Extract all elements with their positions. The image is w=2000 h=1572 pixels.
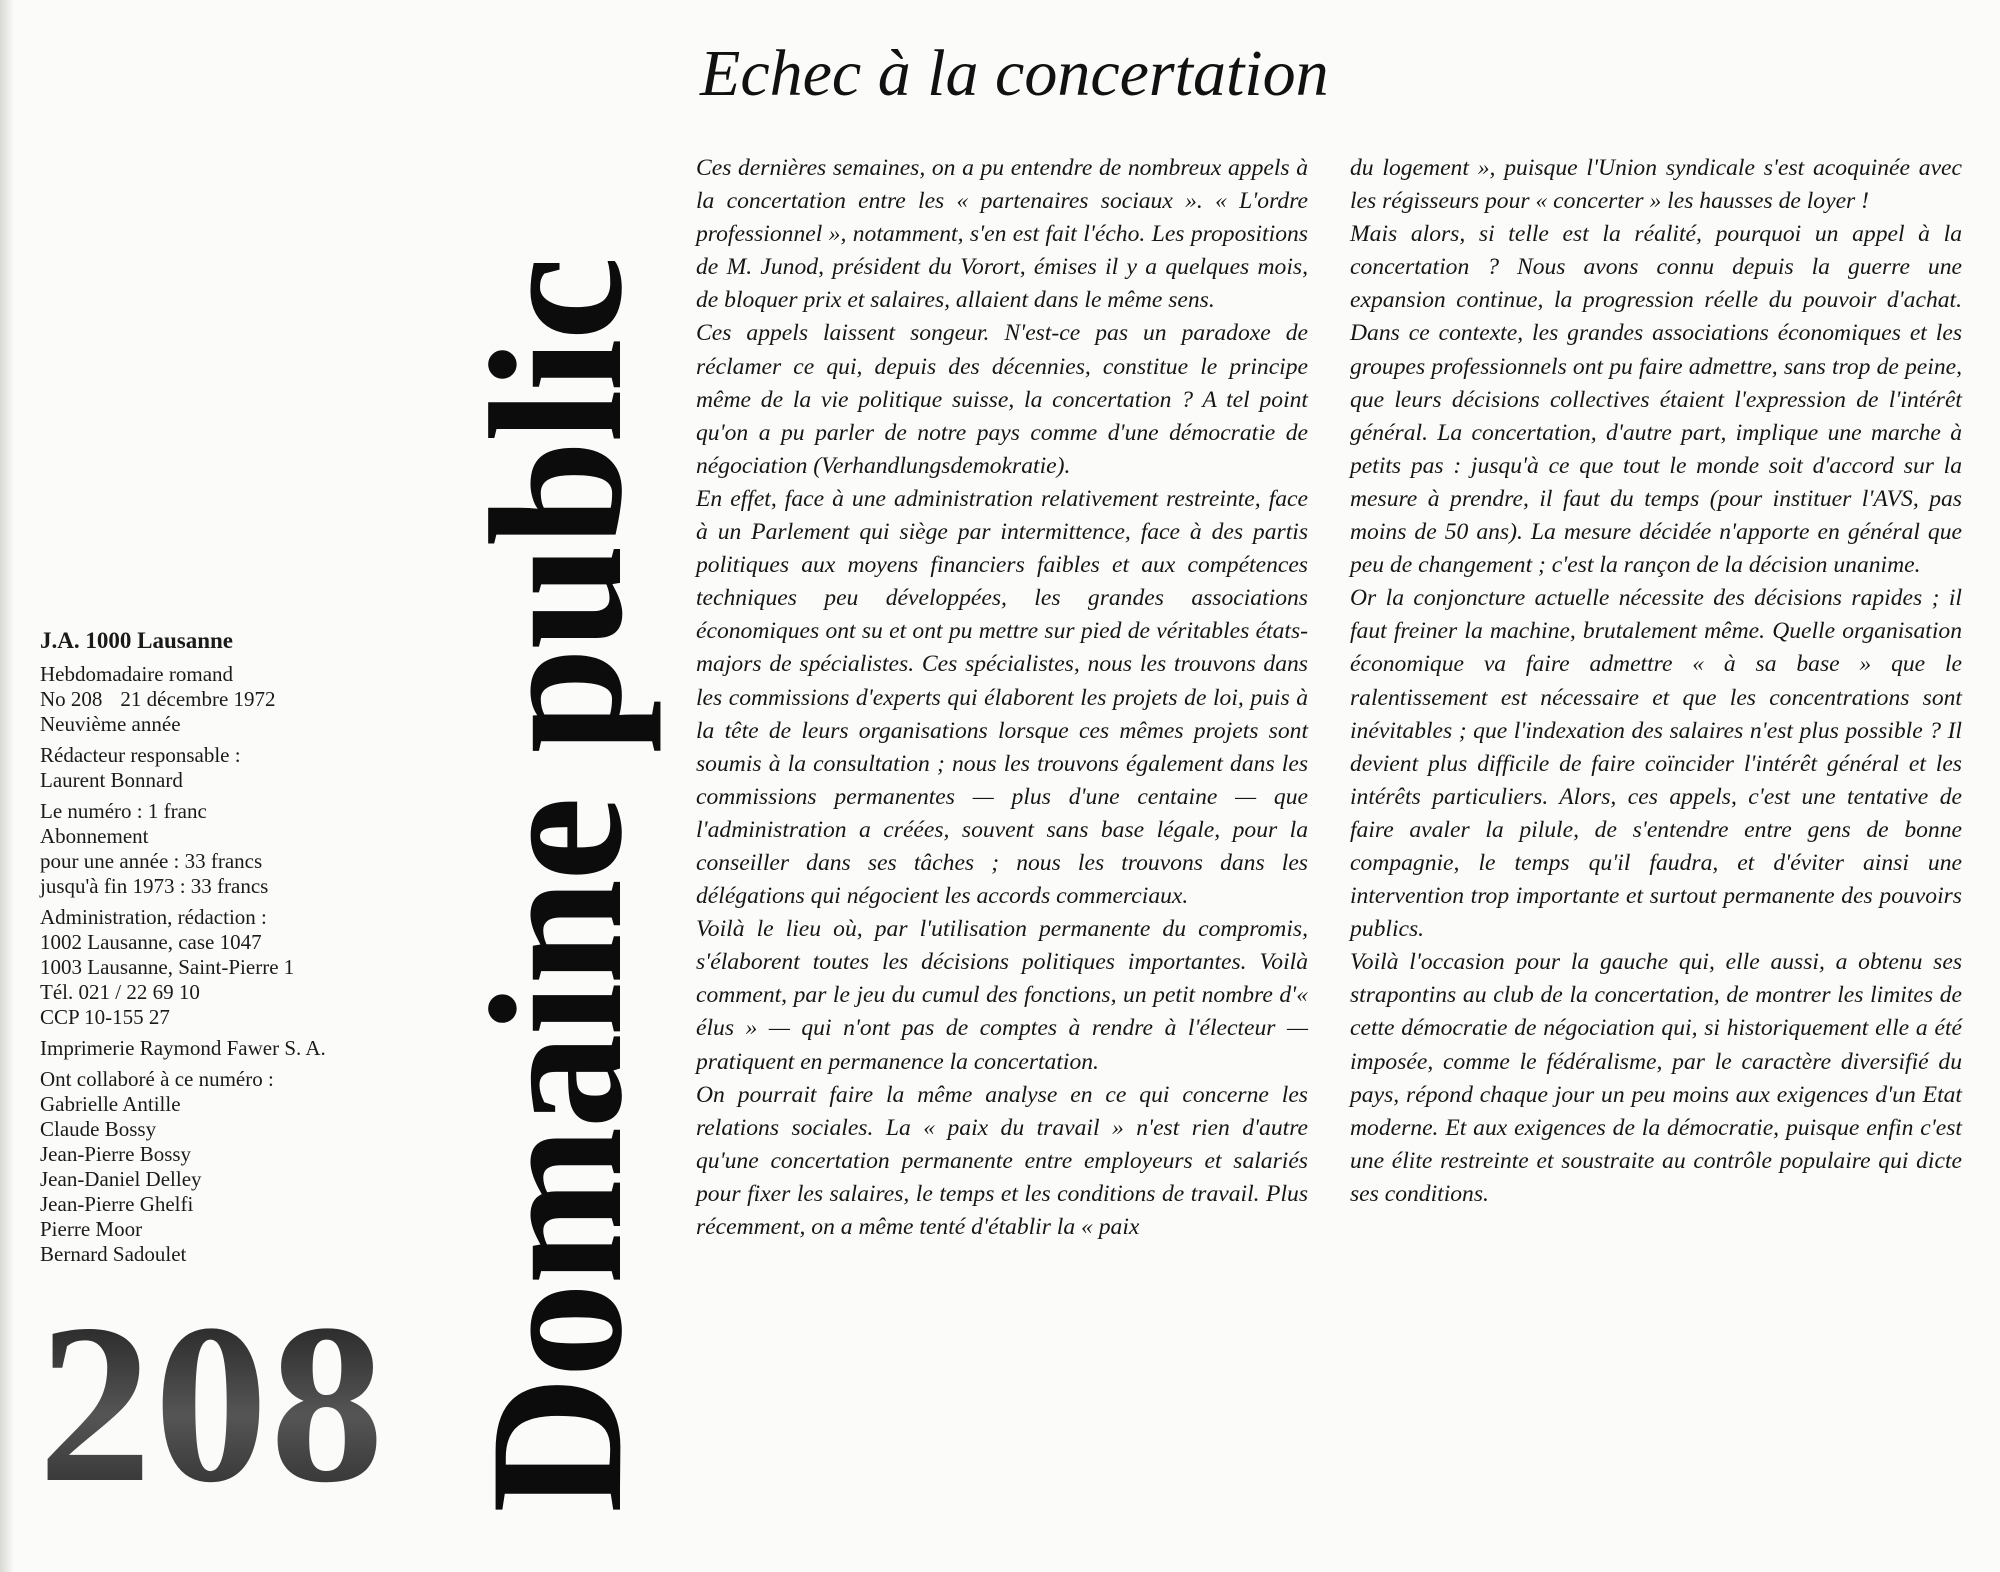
administration-label: Administration, rédaction :	[40, 905, 267, 929]
paragraph: Or la conjoncture actuelle nécessite des décisions rapides ; il faut freiner la machine, brutalement même. Quelle organisation économique va faire admettre « à sa base » que le ralentissement est nécessaire et que les concentrations sont inévitables ; que l'indexation des salaires n'est plus possible ? Il devient plus difficile de faire coïncider l'intérêt général et les intérêts particuliers. Alors, ces appels, c'est une tentative de faire avaler la pilule, de s'entendre entre gens de bonne compagnie, le temps qu'il faudra, et d'éviter ainsi une intervention trop importante et surtout permanente des pouvoirs publics.	[1350, 585, 1962, 943]
pricing-block	[40, 799, 440, 899]
price: Le numéro : 1 franc	[40, 799, 207, 823]
subscription-label: Abonnement	[40, 824, 149, 848]
contributor: Gabrielle Antille	[40, 1092, 181, 1116]
phone: Tél. 021 / 22 69 10	[40, 980, 200, 1004]
address-2: 1003 Lausanne, Saint-Pierre 1	[40, 955, 295, 979]
issue-number-large: 208	[38, 1278, 386, 1530]
paragraph: Voilà le lieu où, par l'utilisation permanente du compromis, s'élaborent toutes les décisions politiques importantes. Voilà comment, par le jeu du cumul des fonctions, un petit nombre d'« élus » — qui n'ont pas de comptes à rendre à l'électeur — pratiquent en permanence la concertation.	[696, 916, 1308, 1075]
administration-block	[40, 905, 440, 1030]
contributor: Bernard Sadoulet	[40, 1242, 187, 1266]
issue-number-label: No 208	[40, 687, 103, 711]
paragraph: Mais alors, si telle est la réalité, pourquoi un appel à la concertation ? Nous avons connu depuis la guerre une expansion continue, la progression réelle du pouvoir d'achat. Dans ce contexte, les grandes associations économiques et les groupes professionnels ont pu faire admettre, sans trop de peine, que leurs décisions collectives étaient l'expression de l'intérêt général. La concertation, d'autre part, implique une marche à petits pas : jusqu'à ce que tout le monde soit d'accord sur la mesure à prendre, il faut du temps (pour instituer l'AVS, pas moins de 50 ans). La mesure décidée n'apporte en général que peu de changement ; c'est la rançon de la décision unanime.	[1350, 221, 1962, 579]
subscription-one-year: pour une année : 33 francs	[40, 849, 263, 873]
contributor: Pierre Moor	[40, 1217, 143, 1241]
editor-label: Rédacteur responsable :	[40, 743, 241, 767]
article-column-2	[1350, 152, 1962, 1211]
paragraph: On pourrait faire la même analyse en ce qui concerne les relations sociales. La « paix du travail » n'est rien d'autre qu'une concertation permanente entre employeurs et salariés pour fixer les salaires, le temps et les conditions de travail. Plus récemment, on a même tenté d'établir la « paix	[696, 1081, 1308, 1240]
printer: Imprimerie Raymond Fawer S. A.	[40, 1036, 326, 1060]
masthead-title: Domaine public	[452, 258, 662, 1513]
article-headline: Echec à la concertation	[700, 37, 1329, 110]
publication-sidebar	[40, 628, 440, 1273]
paragraph: du logement », puisque l'Union syndicale s'est acoquinée avec les régisseurs pour « concerter » les hausses de loyer !	[1350, 155, 1962, 215]
paragraph: Ces dernières semaines, on a pu entendre de nombreux appels à la concertation entre les « partenaires sociaux ». « L'ordre professionnel », notamment, s'en est fait l'écho. Les propositions de M. Junod, président du Vorort, émises il y a quelques mois, de bloquer prix et salaires, allaient dans le même sens.	[696, 155, 1308, 314]
paragraph: Ces appels laissent songeur. N'est-ce pas un paradoxe de réclamer ce qui, depuis des décennies, constitue le principe même de la vie politique suisse, la concertation ? A tel point qu'on a pu parler de notre pays comme d'une démocratie de négociation (Verhandlungsdemokratie).	[696, 320, 1308, 479]
article-column-1	[696, 152, 1308, 1244]
contributor: Jean-Pierre Bossy	[40, 1142, 192, 1166]
contributor: Jean-Pierre Ghelfi	[40, 1192, 194, 1216]
address-1: 1002 Lausanne, case 1047	[40, 930, 262, 954]
printer-block	[40, 1036, 440, 1061]
ccp-account: CCP 10-155 27	[40, 1005, 170, 1029]
subscription-until-end: jusqu'à fin 1973 : 33 francs	[40, 874, 269, 898]
contributors-block	[40, 1067, 440, 1267]
publication-info	[40, 662, 440, 737]
publication-type: Hebdomadaire romand	[40, 662, 234, 686]
paragraph: En effet, face à une administration relativement restreinte, face à un Parlement qui siège par intermittence, face à des partis politiques aux moyens financiers faibles et aux compétences techniques peu développées, les grandes associations économiques ont su et ont pu mettre sur pied de véritables états-majors de spécialistes. Ces spécialistes, nous les trouvons dans les commissions d'experts qui élaborent les projets de loi, puis à la tête de leurs organisations lorsque ces mêmes projets sont soumis à la consultation ; nous les trouvons également dans les commissions permanentes — plus d'une centaine — que l'administration a créées, souvent sans base légale, pour la conseiller dans ses tâches ; nous les trouvons dans les délégations qui négocient les accords commerciaux.	[696, 485, 1308, 910]
contributors-label: Ont collaboré à ce numéro :	[40, 1067, 274, 1091]
issue-line	[40, 687, 440, 712]
contributor: Claude Bossy	[40, 1117, 157, 1141]
issue-date: 21 décembre 1972	[120, 687, 276, 711]
editor-block	[40, 743, 440, 793]
page-edge-shadow	[0, 0, 14, 1572]
editor-name: Laurent Bonnard	[40, 768, 183, 792]
publication-year: Neuvième année	[40, 712, 181, 736]
contributor: Jean-Daniel Delley	[40, 1167, 202, 1191]
paragraph: Voilà l'occasion pour la gauche qui, elle aussi, a obtenu ses strapontins au club de la concertation, de montrer les limites de cette démocratie de négociation qui, si historiquement elle a été imposée, comme le fédéralisme, par le caractère diversifié du pays, répond chaque jour un peu moins aux exigences d'un Etat moderne. Et aux exigences de la démocratie, puisque enfin c'est une élite restreinte et soustraite au contrôle populaire qui dicte ses conditions.	[1350, 949, 1962, 1207]
postal-mark: J.A. 1000 Lausanne	[40, 628, 233, 653]
